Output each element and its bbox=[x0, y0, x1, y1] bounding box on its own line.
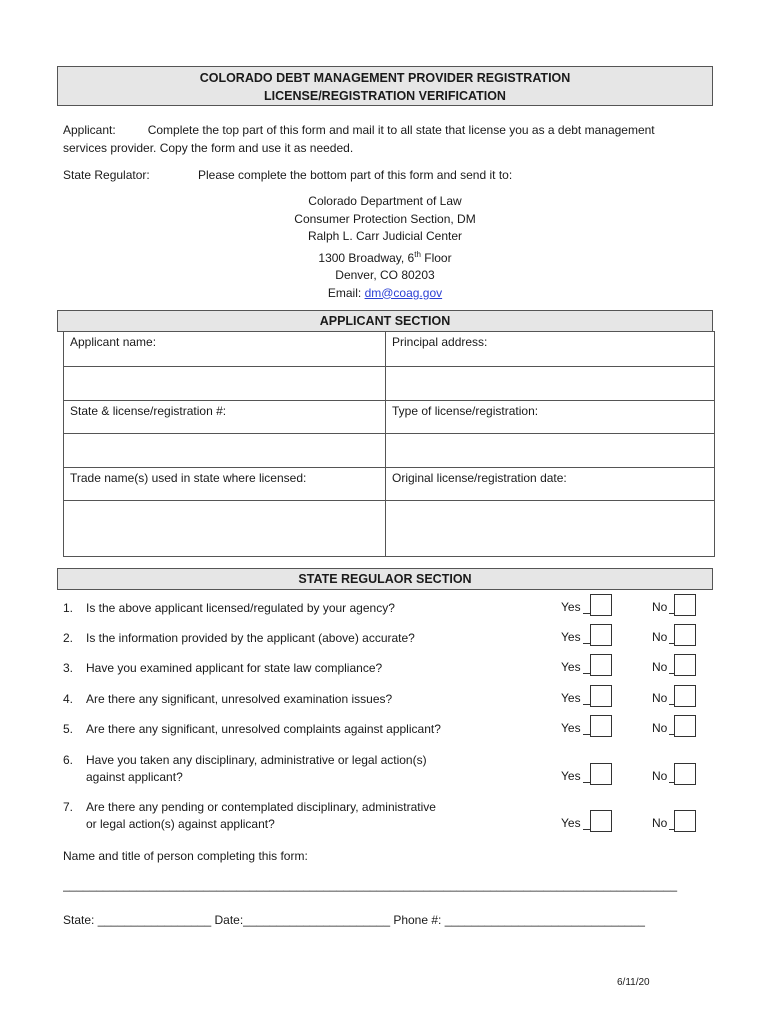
state-license-field[interactable] bbox=[64, 434, 386, 468]
yes-label: Yes bbox=[561, 769, 581, 783]
regulator-text: Please complete the bottom part of this form and send it to: bbox=[198, 168, 513, 182]
yes-label: Yes bbox=[561, 660, 581, 674]
no-label: No bbox=[652, 721, 668, 735]
question-text: Is the above applicant licensed/regulated by your agency? bbox=[86, 601, 395, 615]
applicant-label: Applicant: bbox=[63, 123, 116, 137]
applicant-table bbox=[63, 331, 715, 557]
yes-label: Yes bbox=[561, 600, 581, 614]
question-2 bbox=[63, 630, 533, 647]
no-checkbox-6[interactable] bbox=[674, 763, 696, 785]
no-label: No bbox=[652, 630, 668, 644]
question-number: 1. bbox=[63, 601, 74, 615]
question-text: Are there any pending or contemplated disciplinary, administrative bbox=[86, 800, 436, 814]
type-license-label: Type of license/registration: bbox=[386, 401, 715, 434]
no-checkbox-2[interactable] bbox=[674, 624, 696, 646]
yes-label: Yes bbox=[561, 630, 581, 644]
signature-line[interactable]: ____________________________________________________________________________________________ bbox=[63, 878, 677, 892]
yes-checkbox-2[interactable] bbox=[590, 624, 612, 646]
title-line-2: LICENSE/REGISTRATION VERIFICATION bbox=[264, 89, 506, 103]
question-4 bbox=[63, 691, 533, 708]
question-text: Are there any significant, unresolved examination issues? bbox=[86, 692, 393, 706]
no-label: No bbox=[652, 769, 668, 783]
email-link[interactable]: dm@coag.gov bbox=[364, 285, 443, 300]
address-line-3: Ralph L. Carr Judicial Center bbox=[307, 229, 463, 243]
question-number: 2. bbox=[63, 631, 74, 645]
no-label: No bbox=[652, 600, 668, 614]
yes-label: Yes bbox=[561, 691, 581, 705]
applicant-name-field[interactable] bbox=[64, 367, 386, 401]
question-number: 3. bbox=[63, 661, 74, 675]
applicant-section-title: APPLICANT SECTION bbox=[319, 314, 451, 328]
address-line-4: 1300 Broadway, 6th Floor bbox=[318, 249, 452, 265]
no-label: No bbox=[652, 660, 668, 674]
yes-checkbox-1[interactable] bbox=[590, 594, 612, 616]
principal-address-field[interactable] bbox=[386, 367, 715, 401]
completer-label: Name and title of person completing this form: bbox=[63, 849, 308, 863]
email-line: Email: dm@coag.gov bbox=[327, 285, 443, 300]
no-checkbox-1[interactable] bbox=[674, 594, 696, 616]
question-number: 7. bbox=[63, 800, 74, 814]
yes-label: Yes bbox=[561, 721, 581, 735]
question-6 bbox=[63, 752, 533, 786]
yes-checkbox-3[interactable] bbox=[590, 654, 612, 676]
regulator-section-title: STATE REGULAOR SECTION bbox=[298, 572, 472, 586]
no-label: No bbox=[652, 691, 668, 705]
phone-field[interactable]: ______________________________ bbox=[444, 913, 645, 927]
applicant-text: Complete the top part of this form and mail it to all state that license you as a debt management bbox=[147, 123, 655, 137]
question-text: Have you examined applicant for state law compliance? bbox=[86, 661, 383, 675]
original-date-label: Original license/registration date: bbox=[386, 468, 715, 501]
yes-checkbox-5[interactable] bbox=[590, 715, 612, 737]
question-7 bbox=[63, 799, 533, 833]
address-line-5: Denver, CO 80203 bbox=[335, 268, 435, 282]
applicant-name-label: Applicant name: bbox=[64, 332, 386, 367]
title-line-1: COLORADO DEBT MANAGEMENT PROVIDER REGISTRATION bbox=[199, 71, 571, 85]
type-license-field[interactable] bbox=[386, 434, 715, 468]
no-label: No bbox=[652, 816, 668, 830]
yes-label: Yes bbox=[561, 816, 581, 830]
yes-checkbox-7[interactable] bbox=[590, 810, 612, 832]
question-text-continued: or legal action(s) against applicant? bbox=[86, 817, 275, 831]
original-date-field[interactable] bbox=[386, 501, 715, 557]
question-text: Is the information provided by the applicant (above) accurate? bbox=[86, 631, 415, 645]
address-line-2: Consumer Protection Section, DM bbox=[294, 211, 476, 226]
state-field[interactable]: _________________ bbox=[97, 913, 212, 927]
question-text: Are there any significant, unresolved complaints against applicant? bbox=[86, 722, 441, 736]
address-line-1: Colorado Department of Law bbox=[308, 194, 462, 208]
applicant-text-2: services provider. Copy the form and use it as needed. bbox=[63, 141, 354, 155]
contact-line bbox=[63, 913, 645, 927]
question-number: 6. bbox=[63, 753, 74, 767]
principal-address-label: Principal address: bbox=[386, 332, 715, 367]
no-checkbox-5[interactable] bbox=[674, 715, 696, 737]
question-3 bbox=[63, 660, 533, 677]
no-checkbox-3[interactable] bbox=[674, 654, 696, 676]
trade-names-field[interactable] bbox=[64, 501, 386, 557]
question-number: 5. bbox=[63, 722, 74, 736]
yes-checkbox-4[interactable] bbox=[590, 685, 612, 707]
date-field[interactable]: ______________________ bbox=[243, 913, 390, 927]
question-5 bbox=[63, 721, 533, 738]
no-checkbox-7[interactable] bbox=[674, 810, 696, 832]
form-title bbox=[57, 66, 713, 106]
phone-label: Phone #: bbox=[390, 913, 445, 927]
trade-names-label: Trade name(s) used in state where licensed: bbox=[64, 468, 386, 501]
question-number: 4. bbox=[63, 692, 74, 706]
mailing-address bbox=[0, 193, 770, 302]
state-license-label: State & license/registration #: bbox=[64, 401, 386, 434]
applicant-section-header bbox=[57, 310, 713, 332]
date-label: Date: bbox=[211, 913, 244, 927]
no-checkbox-4[interactable] bbox=[674, 685, 696, 707]
regulator-section-header bbox=[57, 568, 713, 590]
revision-date: 6/11/20 bbox=[617, 977, 650, 988]
question-text: Have you taken any disciplinary, administrative or legal action(s) bbox=[86, 753, 427, 767]
state-label: State: bbox=[63, 913, 98, 927]
regulator-label: State Regulator: bbox=[63, 168, 150, 182]
applicant-instructions bbox=[63, 121, 713, 157]
question-1 bbox=[63, 600, 533, 617]
regulator-instructions bbox=[63, 166, 713, 184]
question-text-continued: against applicant? bbox=[86, 770, 183, 784]
yes-checkbox-6[interactable] bbox=[590, 763, 612, 785]
